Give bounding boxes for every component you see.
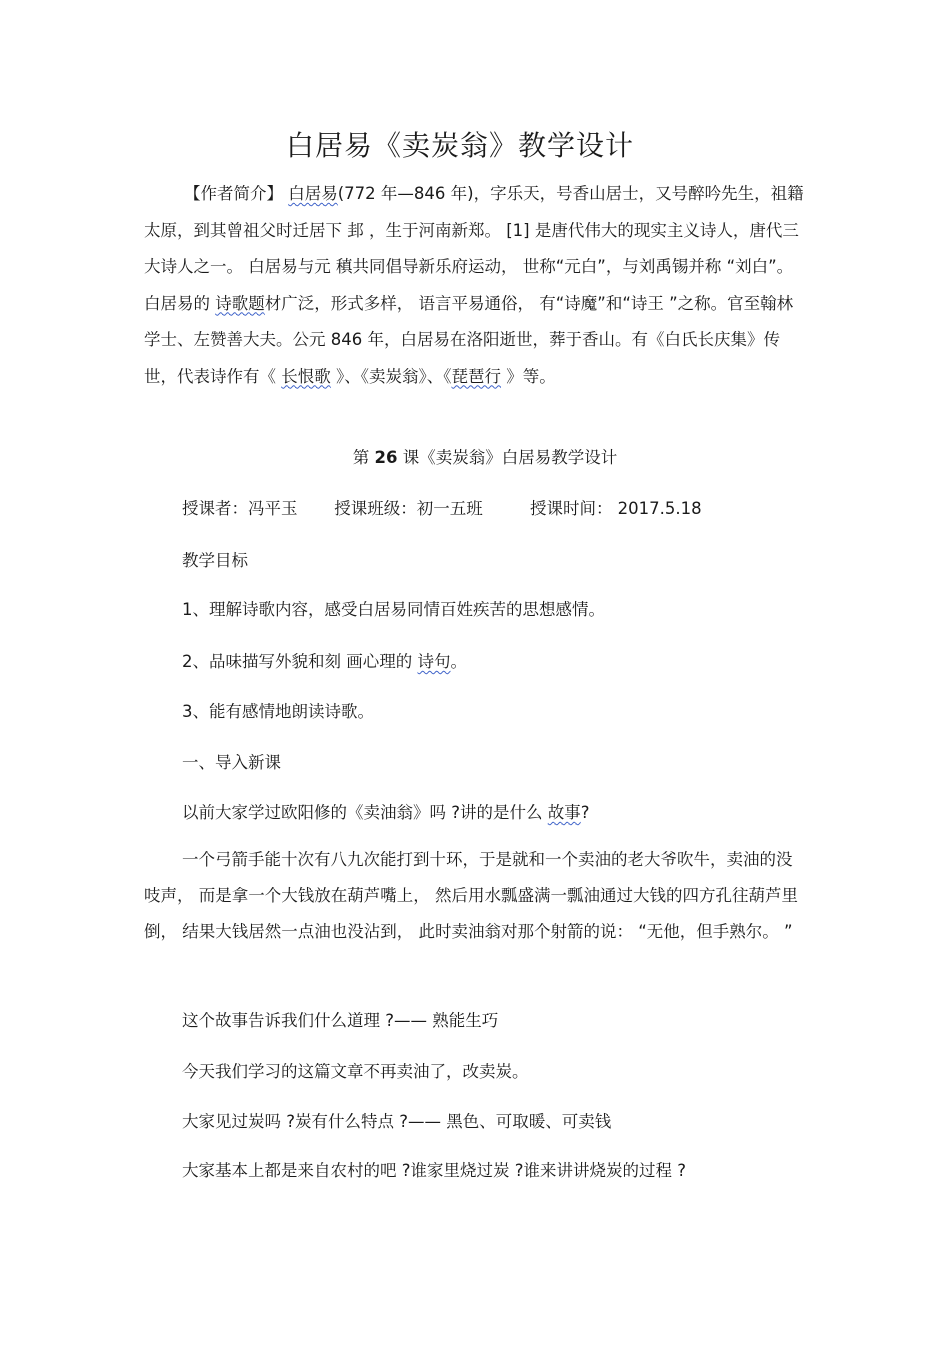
author-intro-text: 材广泛，形式多样， 语言平易通俗， 有“诗魔”和“诗王 ”之称。官至翰林学士、左赞善大夫。公元 846 年，白居易在洛阳逝世，葬于香山。有《白氏长庆集》传世，代表诗作有《 <box>144 293 794 386</box>
underlined-phrase: 诗歌题 <box>215 293 265 313</box>
goals-heading: 教学目标 <box>182 551 248 570</box>
goal-2 <box>182 648 467 672</box>
question-4: 大家见过炭吗 ?炭有什么特点 ?—— 黑色、可取暖、可卖钱 <box>182 1112 612 1131</box>
underlined-phrase: 诗句 <box>417 652 451 671</box>
underlined-phrase: 琵琶行 <box>451 366 501 386</box>
lesson-title <box>0 444 950 468</box>
author-intro <box>144 176 806 395</box>
goal-2-text: 。 <box>450 652 467 671</box>
author-intro-text: 》、《卖炭翁》、《 <box>330 366 452 386</box>
goal-3: 3、能有感情地朗读诗歌。 <box>182 702 374 721</box>
question-text: ? <box>580 803 590 822</box>
lesson-time: 授课时间： 2017.5.18 <box>529 499 702 518</box>
lesson-title-suffix: 课《卖炭翁》白居易教学设计 <box>397 448 618 467</box>
lesson-meta <box>182 495 702 519</box>
question-2: 这个故事告诉我们什么道理 ?—— 熟能生巧 <box>182 1011 499 1030</box>
story-text: 一个弓箭手能十次有八九次能打到十环，于是就和一个卖油的老大爷吹牛，卖油的没吱声， 而是拿一个大钱放在葫芦嘴上， 然后用水瓢盛满一瓢油通过大钱的四方孔往葫芦里倒， 结果大钱居然一点油也没沾到， 此时卖油翁对那个射箭的说： “无他，但手熟尔。 ” <box>144 850 798 941</box>
underlined-phrase: 故事 <box>547 803 581 822</box>
lesson-number: 26 <box>374 448 398 467</box>
question-5: 大家基本上都是来自农村的吧 ?谁家里烧过炭 ?谁来讲讲烧炭的过程 ? <box>182 1161 687 1180</box>
story-paragraph <box>144 842 806 950</box>
author-intro-text: (772 年—846 年)，字乐天，号香山居士，又号醉吟先生，祖籍太原，到其曾祖父时迁居下 邽 ，生于河南新郑。 [1] 是唐代伟大的现实主义诗人，唐代三大诗人之一。 白居易与元 稹共同倡导新乐府运动， 世称“元白”，与刘禹锡并称 “刘白”。白居易的 <box>144 184 804 313</box>
teacher: 授课者：冯平玉 <box>182 499 298 518</box>
lesson-title-prefix: 第 <box>352 448 375 467</box>
author-name: 白居易 <box>288 184 338 203</box>
goal-2-text: 2、品味描写外貌和刻 画心理的 <box>182 652 418 671</box>
question-3: 今天我们学习的这篇文章不再卖油了，改卖炭。 <box>182 1062 529 1081</box>
author-intro-text: 》等。 <box>501 366 556 386</box>
document-title: 白居易《卖炭翁》教学设计 <box>285 129 634 162</box>
author-intro-paragraph <box>144 176 806 395</box>
goal-1: 1、理解诗歌内容，感受白居易同情百姓疾苦的思想感情。 <box>182 600 605 619</box>
class-info: 授课班级：初一五班 <box>334 499 483 518</box>
section-heading: 一、导入新课 <box>182 753 281 772</box>
question-1 <box>182 799 590 823</box>
author-intro-label: 【作者简介】 <box>184 184 283 203</box>
underlined-phrase: 长恨歌 <box>281 366 331 386</box>
question-text: 以前大家学过欧阳修的《卖油翁》吗 ?讲的是什么 <box>182 803 548 822</box>
